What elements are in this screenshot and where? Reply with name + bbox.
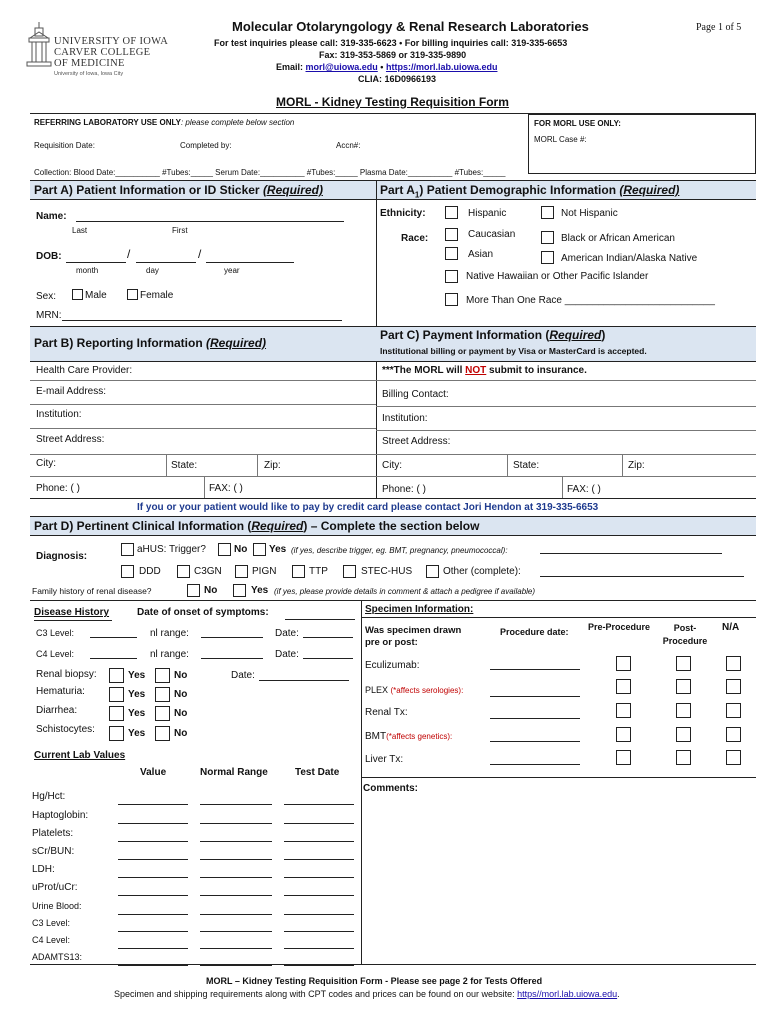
family-yes-checkbox[interactable]: [233, 584, 246, 597]
month-hint: month: [76, 266, 99, 275]
lab-row-label: LDH:: [32, 864, 55, 875]
normal-range-column-header: Normal Range: [200, 767, 268, 778]
male-label: Male: [85, 290, 107, 301]
lab-normal-range-field[interactable]: [200, 841, 272, 842]
plex-pre-checkbox[interactable]: [616, 679, 631, 694]
logo-line-3: OF MEDICINE: [54, 58, 125, 69]
part-b-title: Part B) Reporting Information: [34, 336, 203, 350]
c4-level-label: C4 Level:: [36, 649, 75, 659]
logo-line-4: University of Iowa, Iowa City: [54, 71, 124, 77]
insurance-note: ***The MORL will NOT submit to insurance.: [382, 365, 587, 376]
reporting-institution[interactable]: Institution:: [36, 409, 82, 420]
lab-normal-range-field[interactable]: [200, 965, 272, 966]
diarrhea-no-label: No: [174, 708, 188, 719]
part-a-title: Part A) Patient Information or ID Sticker: [34, 183, 260, 197]
billing-state[interactable]: State:: [513, 460, 540, 471]
not-hispanic-label: Not Hispanic: [561, 208, 618, 219]
lab-value-field[interactable]: [118, 948, 188, 949]
renal-tx-na-checkbox[interactable]: [726, 703, 741, 718]
plex-na-checkbox[interactable]: [726, 679, 741, 694]
renal-tx-pre-checkbox[interactable]: [616, 703, 631, 718]
liver-tx-pre-checkbox[interactable]: [616, 750, 631, 765]
liver-tx-na-checkbox[interactable]: [726, 750, 741, 765]
diarrhea-yes-checkbox[interactable]: [109, 706, 124, 721]
c4-date-field[interactable]: [303, 658, 353, 659]
liver-tx-date-field[interactable]: [490, 764, 580, 765]
part-c-header: [376, 326, 756, 362]
footer-note: Specimen and shipping requirements along with CPT codes and prices can be found on our website: https//morl.lab.uiowa.edu.: [114, 989, 620, 999]
c3-nl-range-field[interactable]: [201, 637, 263, 638]
referring-lab-label: REFERRING LABORATORY USE ONLY: please complete below section: [34, 118, 295, 127]
lab-value-field[interactable]: [118, 841, 188, 842]
c4-nl-range-field[interactable]: [201, 658, 263, 659]
other-checkbox[interactable]: [426, 565, 439, 578]
morl-case-number[interactable]: MORL Case #:: [534, 135, 587, 144]
ddd-checkbox[interactable]: [121, 565, 134, 578]
black-checkbox[interactable]: [541, 231, 554, 244]
lab-value-field[interactable]: [118, 877, 188, 878]
lab-value-field[interactable]: [118, 965, 188, 966]
lab-name: Molecular Otolaryngology & Renal Research Laboratories: [232, 19, 589, 34]
ahus-yes-label: Yes: [269, 544, 287, 555]
lab-test-date-field[interactable]: [284, 948, 354, 949]
black-label: Black or African American: [561, 233, 675, 244]
lab-normal-range-field[interactable]: [200, 859, 272, 860]
lab-value-field[interactable]: [118, 804, 188, 805]
bmt-post-checkbox[interactable]: [676, 727, 691, 742]
lab-test-date-field[interactable]: [284, 877, 354, 878]
c3gn-label: C3GN: [194, 566, 222, 577]
hispanic-checkbox[interactable]: [445, 206, 458, 219]
c3-level-label: C3 Level:: [36, 628, 75, 638]
lab-normal-range-field[interactable]: [200, 895, 272, 896]
caucasian-label: Caucasian: [468, 229, 516, 240]
clia-number: CLIA: 16D0966193: [358, 74, 437, 84]
hematuria-yes-label: Yes: [128, 689, 146, 700]
renal-biopsy-no-checkbox[interactable]: [155, 668, 170, 683]
c4-nl-range-label: nl range:: [150, 649, 189, 660]
c4-level-field[interactable]: [90, 658, 137, 659]
female-checkbox[interactable]: [127, 289, 138, 300]
american-indian-label: American Indian/Alaska Native: [561, 253, 698, 264]
diarrhea-no-checkbox[interactable]: [155, 706, 170, 721]
old-capitol-icon: [24, 20, 54, 70]
american-indian-checkbox[interactable]: [541, 251, 554, 264]
plex-post-checkbox[interactable]: [676, 679, 691, 694]
reporting-city[interactable]: City:: [36, 458, 56, 469]
eculizumab-post-checkbox[interactable]: [676, 656, 691, 671]
schistocytes-yes-label: Yes: [128, 728, 146, 739]
diagnosis-label: Diagnosis:: [36, 551, 88, 562]
part-a-required: (Required): [262, 183, 323, 197]
lab-value-field[interactable]: [118, 914, 188, 915]
part-b-header: [30, 326, 376, 362]
last-name-hint: Last: [72, 226, 88, 235]
other-label: Other (complete):: [443, 566, 521, 577]
lab-row-label: Haptoglobin:: [32, 810, 89, 821]
hematuria-yes-checkbox[interactable]: [109, 687, 124, 702]
trigger-note: (if yes, describe trigger, eg. BMT, pregnancy, pneumococcal):: [291, 546, 508, 555]
part-a-header: [30, 180, 376, 200]
day-hint: day: [146, 266, 159, 275]
lab-value-field[interactable]: [118, 823, 188, 824]
logo-line-2: CARVER COLLEGE: [54, 47, 151, 58]
c3-nl-range-label: nl range:: [150, 628, 189, 639]
lab-normal-range-field[interactable]: [200, 877, 272, 878]
credit-card-note: If you or your patient would like to pay by credit card please contact Jori Hendon at 319-335-6653: [137, 502, 599, 513]
comments-field[interactable]: [363, 796, 755, 962]
family-no-label: No: [204, 585, 218, 596]
eculizumab-pre-checkbox[interactable]: [616, 656, 631, 671]
year-hint: year: [224, 266, 240, 275]
renal-biopsy-date-label: Date:: [231, 670, 255, 681]
part-d-header: [30, 516, 756, 536]
reporting-fax[interactable]: FAX: ( ): [209, 483, 243, 494]
billing-phone[interactable]: Phone: ( ): [382, 484, 426, 495]
lab-test-date-field[interactable]: [284, 895, 354, 896]
dob-label: DOB:: [36, 251, 62, 262]
schistocytes-no-checkbox[interactable]: [155, 726, 170, 741]
was-drawn-label: Was specimen drawn pre or post:: [365, 625, 462, 649]
caucasian-checkbox[interactable]: [445, 228, 458, 241]
renal-tx-date-field[interactable]: [490, 718, 580, 719]
health-care-provider[interactable]: Health Care Provider:: [36, 365, 133, 376]
bmt-date-field[interactable]: [490, 741, 580, 742]
disease-history-rule: [34, 620, 112, 621]
female-label: Female: [140, 290, 174, 301]
billing-fax[interactable]: FAX: ( ): [567, 484, 601, 495]
requisition-date[interactable]: Requisition Date:: [34, 141, 95, 150]
mrn-label: MRN:: [36, 310, 62, 321]
plex-date-field[interactable]: [490, 696, 580, 697]
current-lab-label: Current Lab Values: [34, 750, 126, 761]
lab-normal-range-field[interactable]: [200, 914, 272, 915]
part-c-subtitle: Institutional billing or payment by Visa or MasterCard is accepted.: [380, 346, 647, 356]
liver-tx-post-checkbox[interactable]: [676, 750, 691, 765]
renal-biopsy-yes-checkbox[interactable]: [109, 668, 124, 683]
logo-line-1: UNIVERSITY OF IOWA: [54, 36, 169, 47]
schistocytes-yes-checkbox[interactable]: [109, 726, 124, 741]
sex-label: Sex:: [36, 291, 57, 302]
email-label: Email:: [276, 62, 306, 72]
specimen-info-label: Specimen Information:: [365, 604, 474, 615]
name-label: Name:: [36, 211, 67, 222]
lab-test-date-field[interactable]: [284, 841, 354, 842]
ttp-checkbox[interactable]: [292, 565, 305, 578]
lab-test-date-field[interactable]: [284, 859, 354, 860]
part-a1-required: (Required): [619, 183, 680, 197]
lab-normal-range-field[interactable]: [200, 931, 272, 932]
part-d-required: Required: [251, 519, 304, 533]
part-a1-title: Part $A_1$) Patient Demographic Information: [380, 183, 617, 200]
dob-slash-1: /: [127, 247, 131, 261]
footer-website-link[interactable]: https//morl.lab.uiowa.edu: [517, 989, 618, 999]
pacific-islander-label: Native Hawaiian or Other Pacific Islander: [466, 271, 649, 282]
diarrhea-label: Diarrhea:: [36, 705, 78, 716]
lab-test-date-field[interactable]: [284, 914, 354, 915]
date-onset-label: Date of onset of symptoms:: [137, 607, 269, 618]
email-link[interactable]: morl@uiowa.edu: [305, 62, 378, 72]
renal-biopsy-label: Renal biopsy:: [36, 669, 97, 680]
lab-row-label: C4 Level:: [32, 935, 71, 945]
footer-title: MORL – Kidney Testing Requisition Form - Please see page 2 for Tests Offered: [206, 976, 543, 986]
c3-date-label: Date:: [275, 628, 299, 639]
dob-slash-2: /: [198, 247, 202, 261]
mrn-field[interactable]: [62, 320, 342, 321]
completed-by[interactable]: Completed by:: [180, 141, 232, 150]
c3gn-checkbox[interactable]: [177, 565, 190, 578]
renal-biopsy-yes-label: Yes: [128, 670, 146, 681]
schistocytes-label: Schistocytes:: [36, 724, 95, 735]
ttp-label: TTP: [309, 566, 328, 577]
renal-tx-post-checkbox[interactable]: [676, 703, 691, 718]
part-c-close: ): [601, 328, 606, 342]
ethnicity-label: Ethnicity:: [380, 208, 426, 219]
comments-label: Comments:: [363, 783, 419, 794]
plex-label: PLEX (*affects serologies):: [365, 685, 464, 695]
reporting-state[interactable]: State:: [171, 460, 198, 471]
lab-row-label: Platelets:: [32, 828, 74, 839]
website-link[interactable]: https://morl.lab.uiowa.edu: [385, 62, 498, 72]
renal-tx-label: Renal Tx:: [365, 707, 408, 718]
billing-institution[interactable]: Institution:: [382, 413, 428, 424]
stec-hus-label: STEC-HUS: [361, 566, 413, 577]
name-field[interactable]: [76, 221, 344, 222]
contact-line: For test inquiries please call: 319-335-6623 • For billing inquiries call: 319-335-6653: [214, 38, 568, 48]
reporting-zip[interactable]: Zip:: [264, 460, 281, 471]
ahus-label: aHUS: Trigger?: [137, 544, 206, 555]
eculizumab-na-checkbox[interactable]: [726, 656, 741, 671]
trigger-field[interactable]: [540, 553, 722, 554]
pign-checkbox[interactable]: [235, 565, 248, 578]
not-hispanic-checkbox[interactable]: [541, 206, 554, 219]
lab-test-date-field[interactable]: [284, 804, 354, 805]
bmt-pre-checkbox[interactable]: [616, 727, 631, 742]
lab-test-date-field[interactable]: [284, 931, 354, 932]
more-than-one-race-label[interactable]: More Than One Race ___________________________: [466, 295, 715, 306]
bmt-na-checkbox[interactable]: [726, 727, 741, 742]
dob-year-field[interactable]: [206, 262, 294, 263]
lab-row-label: uProt/uCr:: [32, 882, 78, 893]
part-d-title-post: ) – Complete the section below: [303, 519, 480, 533]
male-checkbox[interactable]: [72, 289, 83, 300]
c3-date-field[interactable]: [303, 637, 353, 638]
lab-normal-range-field[interactable]: [200, 804, 272, 805]
reporting-street[interactable]: Street Address:: [36, 434, 105, 445]
disease-history-label: Disease History: [34, 607, 110, 618]
accn-number[interactable]: Accn#:: [336, 141, 361, 150]
lab-test-date-field[interactable]: [284, 965, 354, 966]
asian-checkbox[interactable]: [445, 247, 458, 260]
part-a1-header: [376, 180, 756, 200]
family-note: (if yes, please provide details in comment & attach a pedigree if available): [274, 587, 536, 596]
hematuria-label: Hematuria:: [36, 686, 85, 697]
procedure-date-header: Procedure date:: [500, 627, 569, 637]
lab-value-field[interactable]: [118, 859, 188, 860]
morl-use-label: FOR MORL USE ONLY:: [534, 119, 621, 128]
hematuria-no-label: No: [174, 689, 188, 700]
ddd-label: DDD: [139, 566, 161, 577]
date-onset-field[interactable]: [285, 619, 355, 620]
more-than-one-race-checkbox[interactable]: [445, 293, 458, 306]
lab-normal-range-field[interactable]: [200, 823, 272, 824]
email-separator: •: [377, 62, 386, 72]
pre-procedure-header: Pre-Procedure: [588, 622, 651, 632]
lab-row-label: ADAMTS13:: [32, 952, 83, 962]
bmt-label: BMT(*affects genetics):: [365, 731, 453, 742]
comments-rule: [361, 777, 756, 778]
email-line: [276, 62, 497, 72]
lab-row-label: sCr/BUN:: [32, 846, 75, 857]
lab-normal-range-field[interactable]: [200, 948, 272, 949]
na-header: N/A: [722, 622, 740, 633]
eculizumab-date-field[interactable]: [490, 669, 580, 670]
test-date-column-header: Test Date: [295, 767, 340, 778]
dob-month-field[interactable]: [66, 262, 126, 263]
lab-test-date-field[interactable]: [284, 823, 354, 824]
lab-row-label: Hg/Hct:: [32, 791, 66, 802]
lab-value-field[interactable]: [118, 895, 188, 896]
billing-street[interactable]: Street Address:: [382, 436, 451, 447]
ahus-no-label: No: [234, 544, 248, 555]
specimen-info-rule: [361, 617, 756, 618]
part-b-required: (Required): [206, 336, 267, 350]
other-field[interactable]: [540, 576, 744, 577]
post-procedure-header: Post-Procedure: [662, 623, 708, 646]
liver-tx-label: Liver Tx:: [365, 754, 404, 765]
c4-date-label: Date:: [275, 649, 299, 660]
eculizumab-label: Eculizumab:: [365, 660, 420, 671]
fax-line: Fax: 319-353-5869 or 319-335-9890: [319, 50, 467, 60]
billing-zip[interactable]: Zip:: [628, 460, 645, 471]
c3-level-field[interactable]: [90, 637, 137, 638]
lab-value-field[interactable]: [118, 931, 188, 932]
page-number: Page 1 of 5: [696, 22, 742, 33]
stec-hus-checkbox[interactable]: [343, 565, 356, 578]
renal-biopsy-no-label: No: [174, 670, 188, 681]
family-yes-label: Yes: [251, 585, 269, 596]
form-title: MORL - Kidney Testing Requisition Form: [276, 95, 509, 109]
university-logo: [24, 18, 174, 80]
race-label: Race:: [401, 233, 429, 244]
part-d-title: Part D) Pertinent Clinical Information (: [34, 519, 252, 533]
ahus-yes-checkbox[interactable]: [253, 543, 266, 556]
family-history-label: Family history of renal disease?: [32, 586, 152, 596]
hematuria-no-checkbox[interactable]: [155, 687, 170, 702]
value-column-header: Value: [140, 767, 167, 778]
reporting-email[interactable]: E-mail Address:: [36, 386, 107, 397]
ahus-checkbox[interactable]: [121, 543, 134, 556]
hispanic-label: Hispanic: [468, 208, 507, 219]
billing-city[interactable]: City:: [382, 460, 402, 471]
lab-row-label: C3 Level:: [32, 918, 71, 928]
ahus-no-checkbox[interactable]: [218, 543, 231, 556]
morl-use-box: [528, 114, 756, 174]
part-c-required: Required: [549, 328, 602, 342]
collection-line[interactable]: Collection: Blood Date:__________ #Tubes:_____ Serum Date:__________ #Tubes:_____ Plasma Date:__________ #Tubes:_____: [34, 168, 506, 177]
renal-biopsy-date-field[interactable]: [259, 680, 349, 681]
part-c-title: Part C) Payment Information (: [380, 328, 550, 342]
pacific-islander-checkbox[interactable]: [445, 270, 458, 283]
first-name-hint: First: [172, 226, 188, 235]
asian-label: Asian: [468, 249, 494, 260]
family-no-checkbox[interactable]: [187, 584, 200, 597]
diarrhea-yes-label: Yes: [128, 708, 146, 719]
pign-label: PIGN: [252, 566, 277, 577]
lab-row-label: Urine Blood:: [32, 901, 82, 911]
billing-contact[interactable]: Billing Contact:: [382, 389, 449, 400]
dob-day-field[interactable]: [136, 262, 196, 263]
schistocytes-no-label: No: [174, 728, 188, 739]
reporting-phone[interactable]: Phone: ( ): [36, 483, 80, 494]
